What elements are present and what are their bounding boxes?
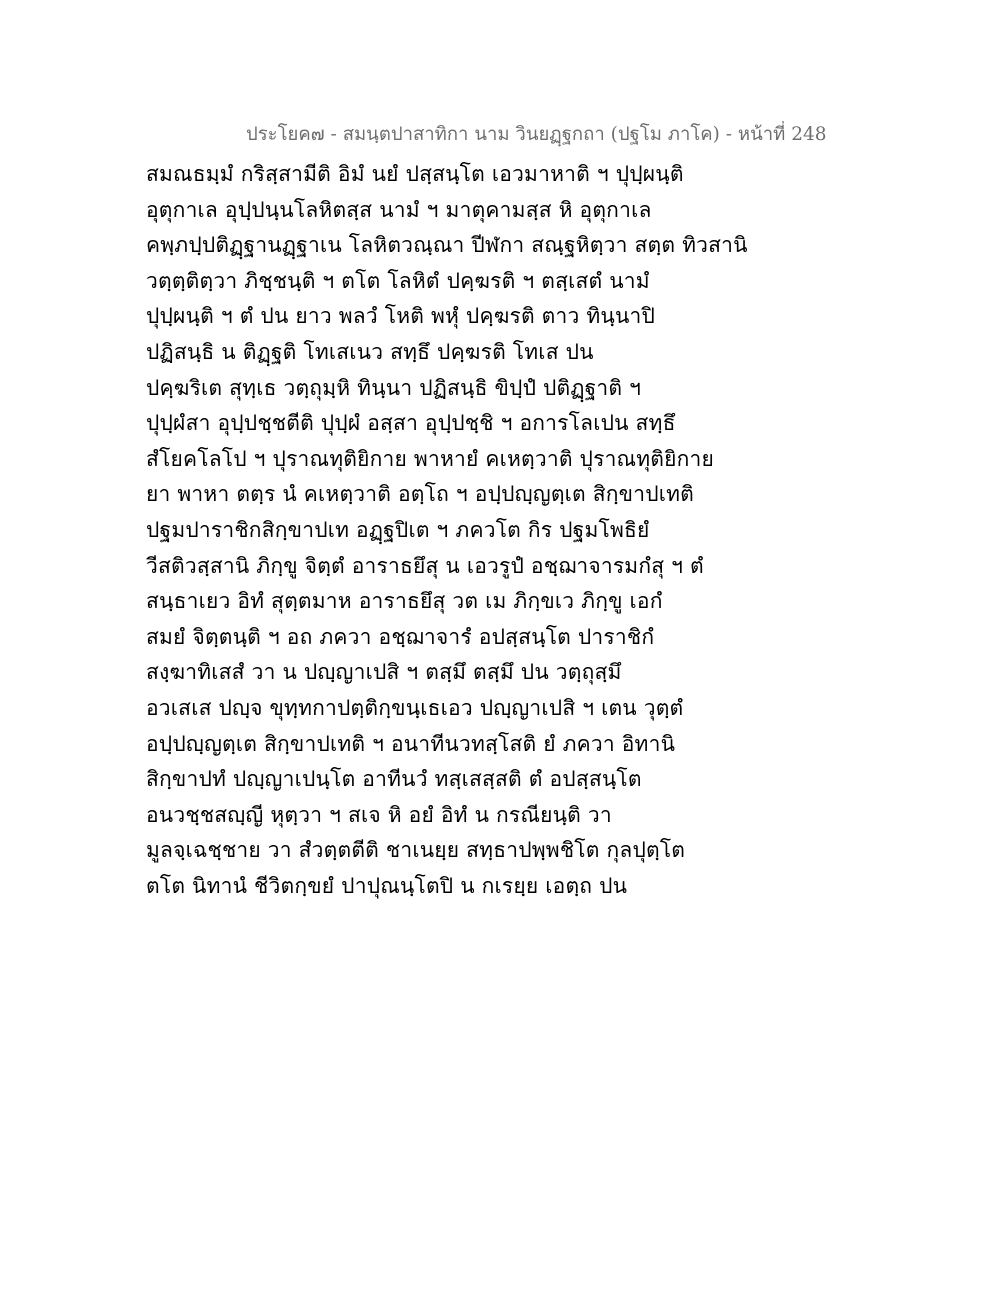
text-line: ตโต นิทานํ ชีวิตกฺขยํ ปาปุณนฺโตปิ น กเรยฺย เอตฺถ ปน bbox=[146, 873, 628, 898]
text-line: สิกฺขาปทํ ปญฺญาเปนฺโต อาทีนวํ ทสฺเสสฺสติ ตํ อปสฺสนฺโต bbox=[146, 767, 642, 792]
text-line: มูลจฺเฉชฺชาย วา สํวตฺตตีติ ชาเนยฺย สทฺธาปพฺพชิโต กุลปุตฺโต bbox=[146, 838, 686, 863]
running-header: ประโยค๗ - สมนฺตปาสาทิกา นาม วินยฏฺฐกถา (ปฐโม ภาโค) - หน้าที่ 248 bbox=[246, 124, 827, 145]
text-line: ปุปฺผนฺติ ฯ ตํ ปน ยาว พลวํ โหติ พหุํ ปคฺฆรติ ตาว ทินฺนาปิ bbox=[146, 304, 656, 329]
text-line: ปคฺฆริเต สุทฺเธ วตฺถุมฺหิ ทินฺนา ปฏิสนฺธิ ขิปฺปํ ปติฏฺฐาติ ฯ bbox=[146, 375, 642, 400]
text-line: คพฺภปฺปติฏฺฐานฏฺฐาเน โลหิตวณฺณา ปีฬกา สณฺฐหิตฺวา สตฺต ทิวสานิ bbox=[146, 233, 748, 258]
text-line: สํโยคโลโป ฯ ปุราณทุติยิกาย พาหายํ คเหตฺวาติ ปุราณทุติยิกาย bbox=[146, 446, 715, 471]
text-line: วีสติวสฺสานิ ภิกฺขู จิตฺตํ อาราธยึสุ น เอวรูปํ อชฺฌาจารมกํสุ ฯ ตํ bbox=[146, 553, 704, 578]
text-line: สนฺธาเยว อิทํ สุตฺตมาห อาราธยึสุ วต เม ภิกฺขเว ภิกฺขู เอกํ bbox=[146, 589, 663, 614]
text-line: อวเสเส ปญฺจ ขุทฺทกาปตฺติกฺขนฺเธเอว ปญฺญาเปสิ ฯ เตน วุตฺตํ bbox=[146, 695, 684, 720]
text-line: ปฏิสนฺธิ น ติฏฺฐติ โทเสเนว สทฺธึ ปคฺฆรติ โทเส ปน bbox=[146, 339, 594, 364]
text-line: ปุปฺผํสา อุปฺปชฺชตีติ ปุปฺผํ อสฺสา อุปฺปชฺชิ ฯ อการโลเปน สทฺธึ bbox=[146, 411, 676, 436]
text-line: สมยํ จิตฺตนฺติ ฯ อถ ภควา อชฺฌาจารํ อปสฺสนฺโต ปาราชิกํ bbox=[146, 624, 655, 649]
body-text bbox=[146, 157, 866, 904]
text-line: อปฺปญฺญตฺเต สิกฺขาปเทติ ฯ อนาทีนวทสฺโสติ ยํ ภควา อิทานิ bbox=[146, 731, 676, 756]
text-line: วตฺตฺติตฺวา ภิชฺชนฺติ ฯ ตโต โลหิตํ ปคฺฆรติ ฯ ตสฺเสตํ นามํ bbox=[146, 268, 650, 293]
text-line: สงฺฆาทิเสสํ วา น ปญฺญาเปสิ ฯ ตสฺมึ ตสฺมึ ปน วตฺถุสฺมึ bbox=[146, 660, 622, 685]
text-line: ปฐมปาราชิกสิกฺขาปเท อฏฺฐปิเต ฯ ภควโต กิร ปฐมโพธิยํ bbox=[146, 517, 650, 542]
text-line: ยา พาหา ตตฺร นํ คเหตฺวาติ อตฺโถ ฯ อปฺปญฺญตฺเต สิกฺขาปเทติ bbox=[146, 482, 695, 507]
text-line: อุตุกาเล อุปฺปนฺนโลหิตสฺส นามํ ฯ มาตุคามสฺส หิ อุตุกาเล bbox=[146, 197, 652, 222]
text-line: อนวชฺชสญฺญี หุตฺวา ฯ สเจ หิ อยํ อิทํ น กรณียนฺติ วา bbox=[146, 802, 612, 827]
text-line: สมณธมฺมํ กริสฺสามีติ อิมํ นยํ ปสฺสนฺโต เอวมาหาติ ฯ ปุปฺผนฺติ bbox=[146, 162, 684, 186]
